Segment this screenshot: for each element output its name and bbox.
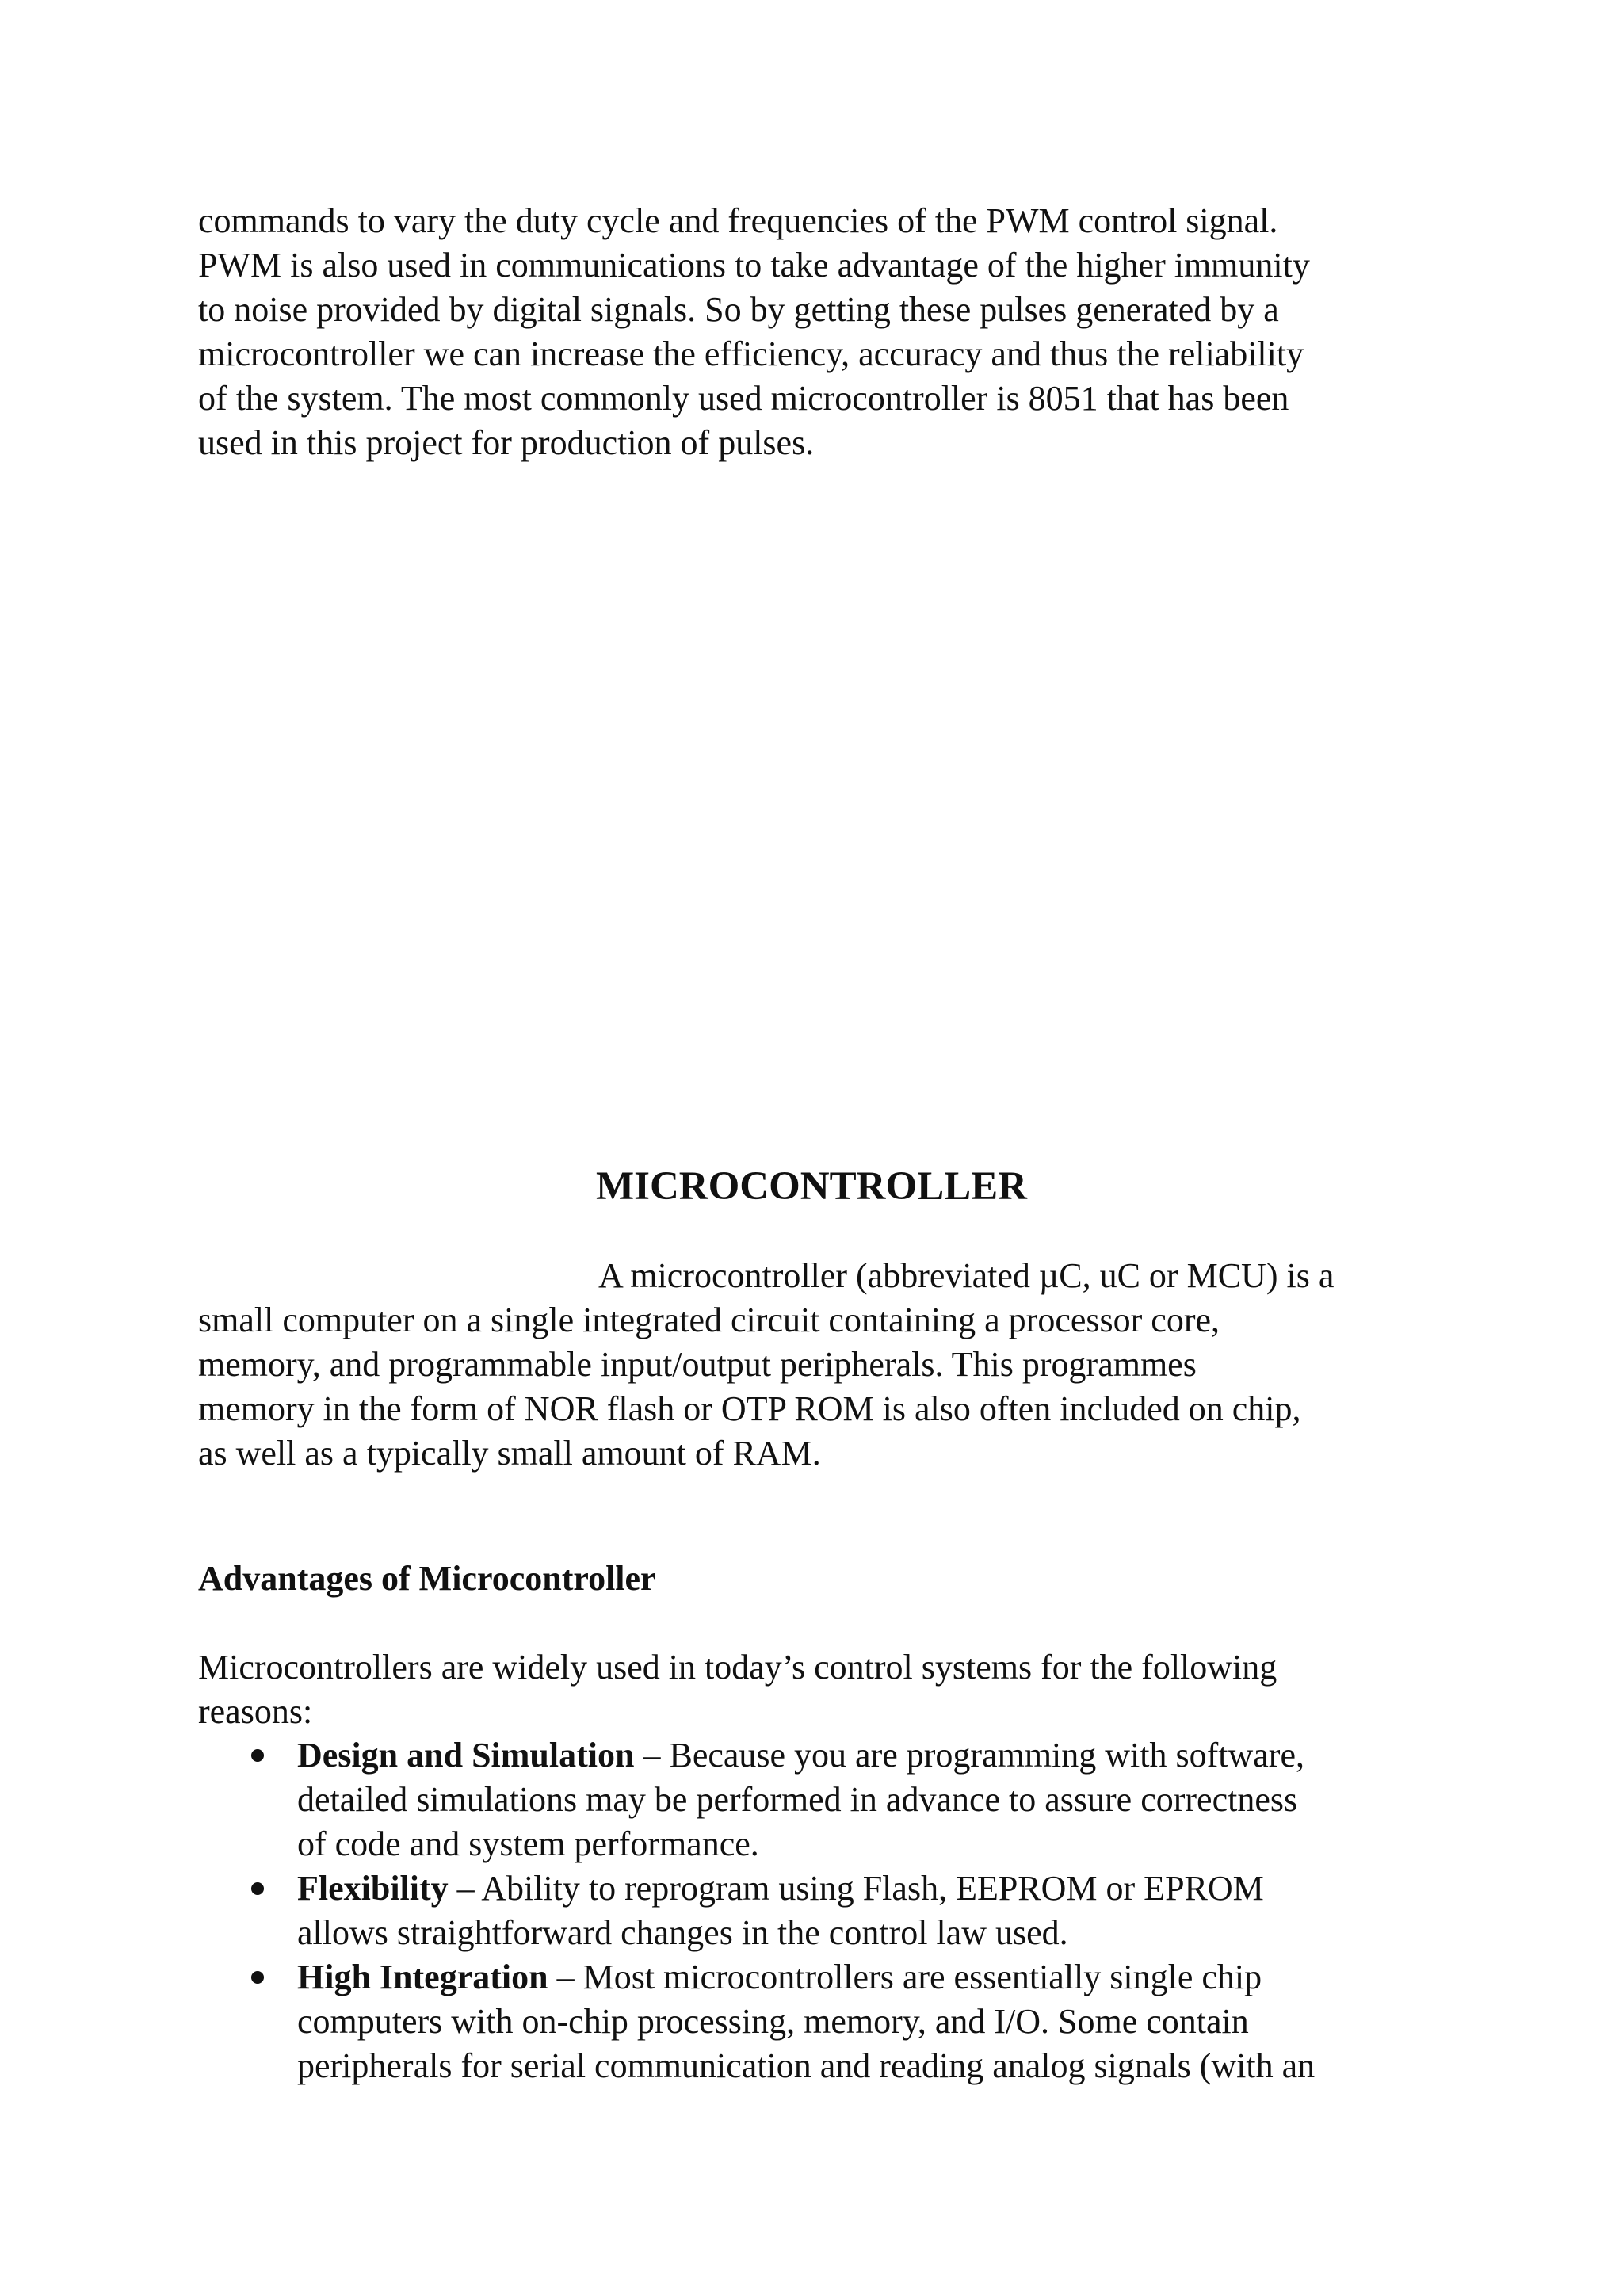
text-line (297, 1733, 1315, 1778)
list-item (198, 1955, 1315, 2088)
term: Design and Simulation (297, 1736, 635, 1775)
text-line: of code and system performance. (297, 1824, 759, 1863)
text-line: small computer on a single integrated circuit containing a processor core, (198, 1301, 1220, 1339)
text-line (297, 1866, 1315, 1911)
text-line: PWM is also used in communications to take advantage of the higher immunity (198, 246, 1310, 285)
definition-paragraph (198, 1254, 1334, 1476)
text-line: as well as a typically small amount of RAM. (198, 1434, 821, 1473)
bullet-icon (251, 1749, 264, 1762)
text-line: used in this project for production of pulses. (198, 423, 815, 462)
text-line: memory in the form of NOR flash or OTP ROM is also often included on chip, (198, 1389, 1301, 1428)
advantages-list (198, 1733, 1315, 2088)
advantages-intro (198, 1645, 1277, 1734)
text-line: memory, and programmable input/output peripherals. This programmes (198, 1345, 1197, 1384)
advantages-heading: Advantages of Microcontroller (198, 1559, 656, 1598)
text-line: A microcontroller (abbreviated µC, uC or MCU) is a (598, 1256, 1335, 1295)
text-line: Microcontrollers are widely used in today’s control systems for the following (198, 1648, 1277, 1687)
term-description: – Because you are programming with software, (634, 1736, 1304, 1775)
bullet-icon (251, 1971, 264, 1984)
term: Flexibility (297, 1869, 449, 1908)
text-line: commands to vary the duty cycle and frequencies of the PWM control signal. (198, 201, 1278, 240)
list-item (198, 1733, 1315, 1866)
term-description: – Ability to reprogram using Flash, EEPROM or EPROM (448, 1869, 1264, 1908)
text-line: computers with on-chip processing, memory, and I/O. Some contain (297, 2002, 1249, 2041)
list-item (198, 1866, 1315, 1955)
bullet-icon (251, 1882, 264, 1895)
text-line (297, 1955, 1315, 2000)
text-line: reasons: (198, 1692, 313, 1731)
term: High Integration (297, 1958, 548, 1996)
text-line: peripherals for serial communication and reading analog signals (with an (297, 2046, 1316, 2085)
term-description: – Most microcontrollers are essentially single chip (548, 1958, 1262, 1996)
text-line: microcontroller we can increase the efficiency, accuracy and thus the reliability (198, 334, 1304, 373)
text-line: to noise provided by digital signals. So by getting these pulses generated by a (198, 290, 1279, 329)
text-line: of the system. The most commonly used microcontroller is 8051 that has been (198, 379, 1289, 418)
text-line: allows straightforward changes in the control law used. (297, 1913, 1068, 1952)
text-line: detailed simulations may be performed in advance to assure correctness (297, 1780, 1298, 1819)
section-title: MICROCONTROLLER (595, 1164, 1028, 1209)
intro-paragraph (198, 199, 1310, 465)
